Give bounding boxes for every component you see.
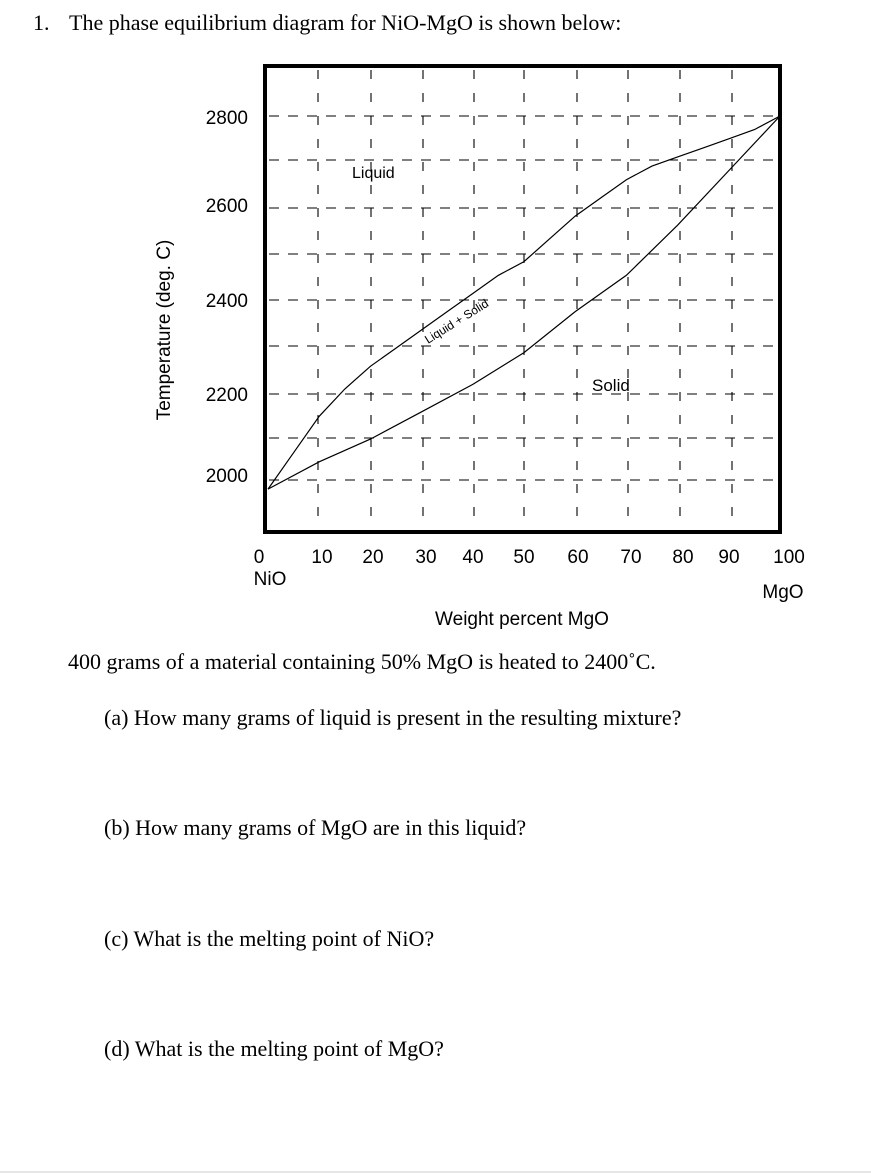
- x-tick-label: 30: [415, 547, 437, 568]
- liquid-solid-region-label: Liquid + Solid: [422, 296, 491, 347]
- problem-intro: 400 grams of a material containing 50% MgO is heated to 2400˚C.: [68, 649, 656, 674]
- x-tick-label: 60: [567, 547, 589, 568]
- x-tick-label: 40: [462, 547, 484, 568]
- problem-title: The phase equilibrium diagram for NiO-MgO is shown below:: [69, 10, 622, 35]
- question-c: (c) What is the melting point of NiO?: [104, 926, 435, 951]
- x-tick-label: 100: [773, 547, 805, 568]
- question-a: (a) How many grams of liquid is present in the resulting mixture?: [104, 705, 682, 730]
- x-tick-label: 50: [513, 547, 535, 568]
- x-tick-label: 10: [311, 547, 333, 568]
- plot-frame: [265, 66, 780, 532]
- y-tick-label: 2400: [205, 291, 248, 312]
- y-tick-label: 2800: [205, 108, 248, 129]
- x-tick-label: 0: [253, 547, 265, 568]
- x-axis-label: Weight percent MgO: [435, 609, 609, 630]
- x-tick-label: 70: [620, 547, 642, 568]
- problem-number: 1.: [33, 10, 50, 35]
- axis-tick-labels: [206, 108, 805, 568]
- y-axis-label: Temperature (deg. C): [154, 239, 175, 421]
- solid-region-label: Solid: [592, 376, 630, 395]
- x-tick-label: 80: [672, 547, 694, 568]
- y-tick-label: 2200: [205, 385, 248, 406]
- x-tick-label: 20: [362, 547, 384, 568]
- x-tick-label: 90: [718, 547, 740, 568]
- liquid-region-label: Liquid: [352, 165, 395, 182]
- question-b: (b) How many grams of MgO are in this liquid?: [104, 815, 527, 840]
- grid-lines: [269, 70, 780, 528]
- page-bottom-divider: [0, 1171, 871, 1173]
- x-axis-left-end-label: NiO: [253, 569, 287, 590]
- question-d: (d) What is the melting point of MgO?: [104, 1036, 444, 1061]
- y-tick-label: 2600: [205, 196, 248, 217]
- y-tick-label: 2000: [205, 466, 248, 487]
- x-axis-right-end-label: MgO: [762, 582, 804, 603]
